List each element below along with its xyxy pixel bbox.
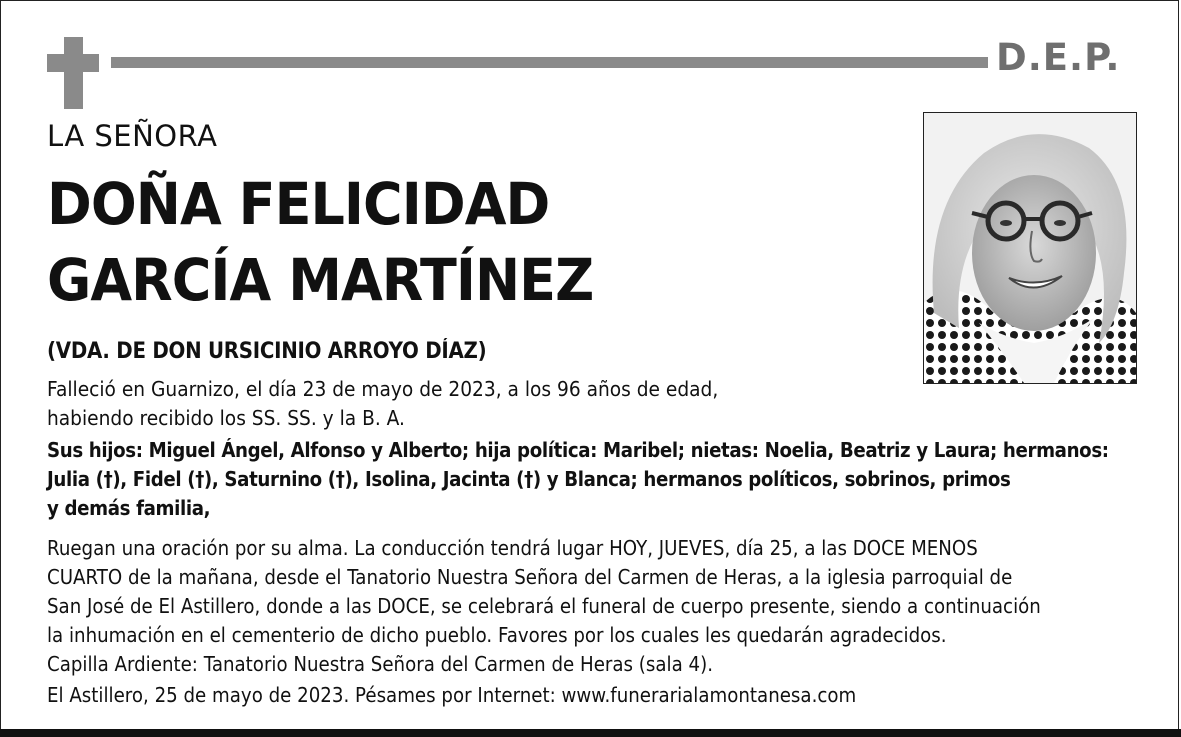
death-notice bbox=[47, 375, 856, 433]
death-notice-line2: habiendo recibido los SS. SS. y la B. A. bbox=[47, 406, 405, 430]
deceased-prefix: LA SEÑORA bbox=[47, 119, 218, 153]
bottom-border bbox=[0, 729, 1181, 737]
ceremony-line2: CUARTO de la mañana, desde el Tanatorio Nuestra Señora del Carmen de Heras, a la iglesia parroquial de bbox=[47, 565, 1013, 589]
deceased-name-line2: GARCÍA MARTÍNEZ bbox=[47, 246, 594, 314]
dep-label: D.E.P. bbox=[996, 36, 1121, 79]
ceremony-line5: Capilla Ardiente: Tanatorio Nuestra Señora del Carmen de Heras (sala 4). bbox=[47, 652, 714, 676]
cross-icon-arm bbox=[47, 54, 99, 72]
family-list bbox=[47, 436, 1130, 523]
deceased-name-line1: DOÑA FELICIDAD bbox=[47, 170, 550, 238]
ceremony-details bbox=[47, 534, 1121, 679]
ceremony-line3: San José de El Astillero, donde a las DOCE, se celebrará el funeral de cuerpo presente, siendo a continuación bbox=[47, 594, 1041, 618]
cross-icon bbox=[64, 37, 83, 109]
widow-of: (VDA. DE DON URSICINIO ARROYO DÍAZ) bbox=[47, 339, 487, 364]
portrait-photo bbox=[923, 112, 1137, 384]
ceremony-line4: la inhumación en el cementerio de dicho pueblo. Favores por los cuales les quedarán agradecidos. bbox=[47, 623, 947, 647]
closing-line: El Astillero, 25 de mayo de 2023. Pésames por Internet: www.funerarialamontanesa.com bbox=[47, 683, 857, 707]
ceremony-line1: Ruegan una oración por su alma. La conducción tendrá lugar HOY, JUEVES, día 25, a las DOCE MENOS bbox=[47, 536, 978, 560]
deceased-name bbox=[47, 166, 593, 318]
death-notice-line1: Falleció en Guarnizo, el día 23 de mayo de 2023, a los 96 años de edad, bbox=[47, 377, 719, 401]
family-line2: Julia (†), Fidel (†), Saturnino (†), Isolina, Jacinta (†) y Blanca; hermanos políticos, sobrinos, primos bbox=[47, 467, 1011, 491]
family-line3: y demás familia, bbox=[47, 496, 211, 520]
header-divider bbox=[111, 57, 988, 68]
portrait-illustration bbox=[924, 113, 1136, 383]
family-line1: Sus hijos: Miguel Ángel, Alfonso y Alberto; hija política: Maribel; nietas: Noelia, Beatriz y Laura; hermanos: bbox=[47, 438, 1109, 462]
